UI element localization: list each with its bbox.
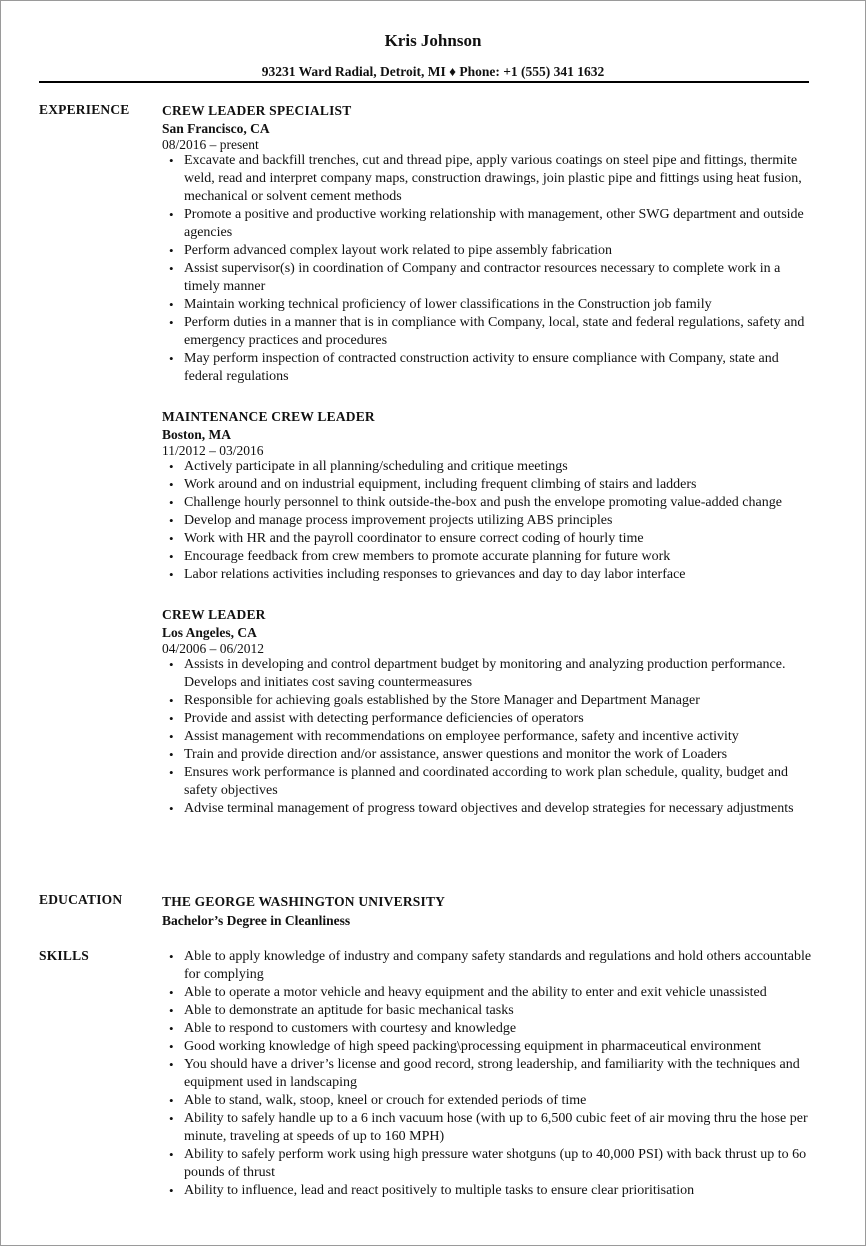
- job-bullet: • Excavate and backfill trenches, cut and thread pipe, apply various coatings on steel pipe and fittings, thermite weld, read and interpret company maps, construction drawings, join plastic pipe and fittings using heat fusion, mechanical or solvent cement methods: [162, 152, 813, 206]
- section-title-education: EDUCATION: [39, 892, 123, 907]
- job-title: CREW LEADER: [162, 607, 266, 622]
- skills-list: [162, 948, 813, 1200]
- job-bullet: • Train and provide direction and/or assistance, answer questions and monitor the work of Loaders: [162, 746, 813, 764]
- header-divider: [39, 81, 809, 83]
- skill-bullet: • Able to respond to customers with courtesy and knowledge: [162, 1020, 813, 1038]
- job-bullet: • Perform advanced complex layout work related to pipe assembly fabrication: [162, 242, 813, 260]
- skill-bullets: [162, 948, 813, 1200]
- job-dates: 08/2016 – present: [162, 137, 259, 152]
- education-entry: [162, 892, 813, 930]
- job-bullet: • Actively participate in all planning/scheduling and critique meetings: [162, 458, 813, 476]
- job-bullet: • Work with HR and the payroll coordinator to ensure correct coding of hourly time: [162, 530, 813, 548]
- job-bullet: • Encourage feedback from crew members to promote accurate planning for future work: [162, 548, 813, 566]
- section-title-experience: EXPERIENCE: [39, 102, 130, 117]
- job-location: San Francisco, CA: [162, 121, 270, 136]
- job-bullet: • Advise terminal management of progress toward objectives and develop strategies for necessary adjustments: [162, 800, 813, 818]
- contact-line: 93231 Ward Radial, Detroit, MI ♦ Phone: +1 (555) 341 1632: [261, 64, 605, 79]
- candidate-name: Kris Johnson: [384, 31, 482, 50]
- skill-bullet: • Ability to safely perform work using high pressure water shotguns (up to 40,000 PSI) with back thrust up to 6o pounds of thrust: [162, 1146, 813, 1182]
- job-bullet: • Promote a positive and productive working relationship with management, other SWG department and outside agencies: [162, 206, 813, 242]
- skill-bullet: • Able to stand, walk, stoop, kneel or crouch for extended periods of time: [162, 1092, 813, 1110]
- degree-name: Bachelor’s Degree in Cleanliness: [162, 913, 351, 928]
- job-dates: 11/2012 – 03/2016: [162, 443, 264, 458]
- job-bullet: • Assist management with recommendations on employee performance, safety and incentive activity: [162, 728, 813, 746]
- experience-list: [162, 102, 813, 818]
- job-bullet: • Maintain working technical proficiency of lower classifications in the Construction job family: [162, 296, 813, 314]
- job-bullet: • May perform inspection of contracted construction activity to ensure compliance with Company, state and federal regulations: [162, 350, 813, 386]
- job-bullet: • Ensures work performance is planned and coordinated according to work plan schedule, quality, budget and safety objectives: [162, 764, 813, 800]
- job-bullet: • Assist supervisor(s) in coordination of Company and contractor resources necessary to complete work in a timely manner: [162, 260, 813, 296]
- job-bullet: • Perform duties in a manner that is in compliance with Company, local, state and federal regulations, safety and emergency practices and procedures: [162, 314, 813, 350]
- job-bullet: • Challenge hourly personnel to think outside-the-box and push the envelope promoting value-added change: [162, 494, 813, 512]
- skill-bullet: • Ability to safely handle up to a 6 inch vacuum hose (with up to 6,500 cubic feet of air moving thru the hose per minute, traveling at speeds of up to 160 MPH): [162, 1110, 813, 1146]
- skill-bullet: • You should have a driver’s license and good record, strong leadership, and familiarity with the techniques and equipment used in landscaping: [162, 1056, 813, 1092]
- job-bullet: • Assists in developing and control department budget by monitoring and analyzing production performance. Develops and initiates cost saving countermeasures: [162, 656, 813, 692]
- job-title: CREW LEADER SPECIALIST: [162, 103, 352, 118]
- job-bullets: [162, 458, 813, 584]
- job-bullet: • Responsible for achieving goals established by the Store Manager and Department Manager: [162, 692, 813, 710]
- job-location: Boston, MA: [162, 427, 232, 442]
- skill-bullet: • Good working knowledge of high speed packing\processing equipment in pharmaceutical environment: [162, 1038, 813, 1056]
- section-title-skills: SKILLS: [39, 948, 89, 963]
- job-entry: [162, 408, 813, 584]
- job-bullets: [162, 152, 813, 386]
- skill-bullet: • Able to apply knowledge of industry and company safety standards and regulations and hold others accountable for complying: [162, 948, 813, 984]
- school-name: THE GEORGE WASHINGTON UNIVERSITY: [162, 894, 446, 909]
- skill-bullet: • Able to operate a motor vehicle and heavy equipment and the ability to enter and exit vehicle unassisted: [162, 984, 813, 1002]
- job-entry: [162, 102, 813, 386]
- job-title: MAINTENANCE CREW LEADER: [162, 409, 375, 424]
- job-entry: [162, 606, 813, 818]
- skill-bullet: • Ability to influence, lead and react positively to multiple tasks to ensure clear prioritisation: [162, 1182, 813, 1200]
- job-bullet: • Develop and manage process improvement projects utilizing ABS principles: [162, 512, 813, 530]
- job-bullet: • Work around and on industrial equipment, including frequent climbing of stairs and ladders: [162, 476, 813, 494]
- job-bullet: • Provide and assist with detecting performance deficiencies of operators: [162, 710, 813, 728]
- job-bullets: [162, 656, 813, 818]
- job-dates: 04/2006 – 06/2012: [162, 641, 265, 656]
- job-bullet: • Labor relations activities including responses to grievances and day to day labor interface: [162, 566, 813, 584]
- job-location: Los Angeles, CA: [162, 625, 257, 640]
- skill-bullet: • Able to demonstrate an aptitude for basic mechanical tasks: [162, 1002, 813, 1020]
